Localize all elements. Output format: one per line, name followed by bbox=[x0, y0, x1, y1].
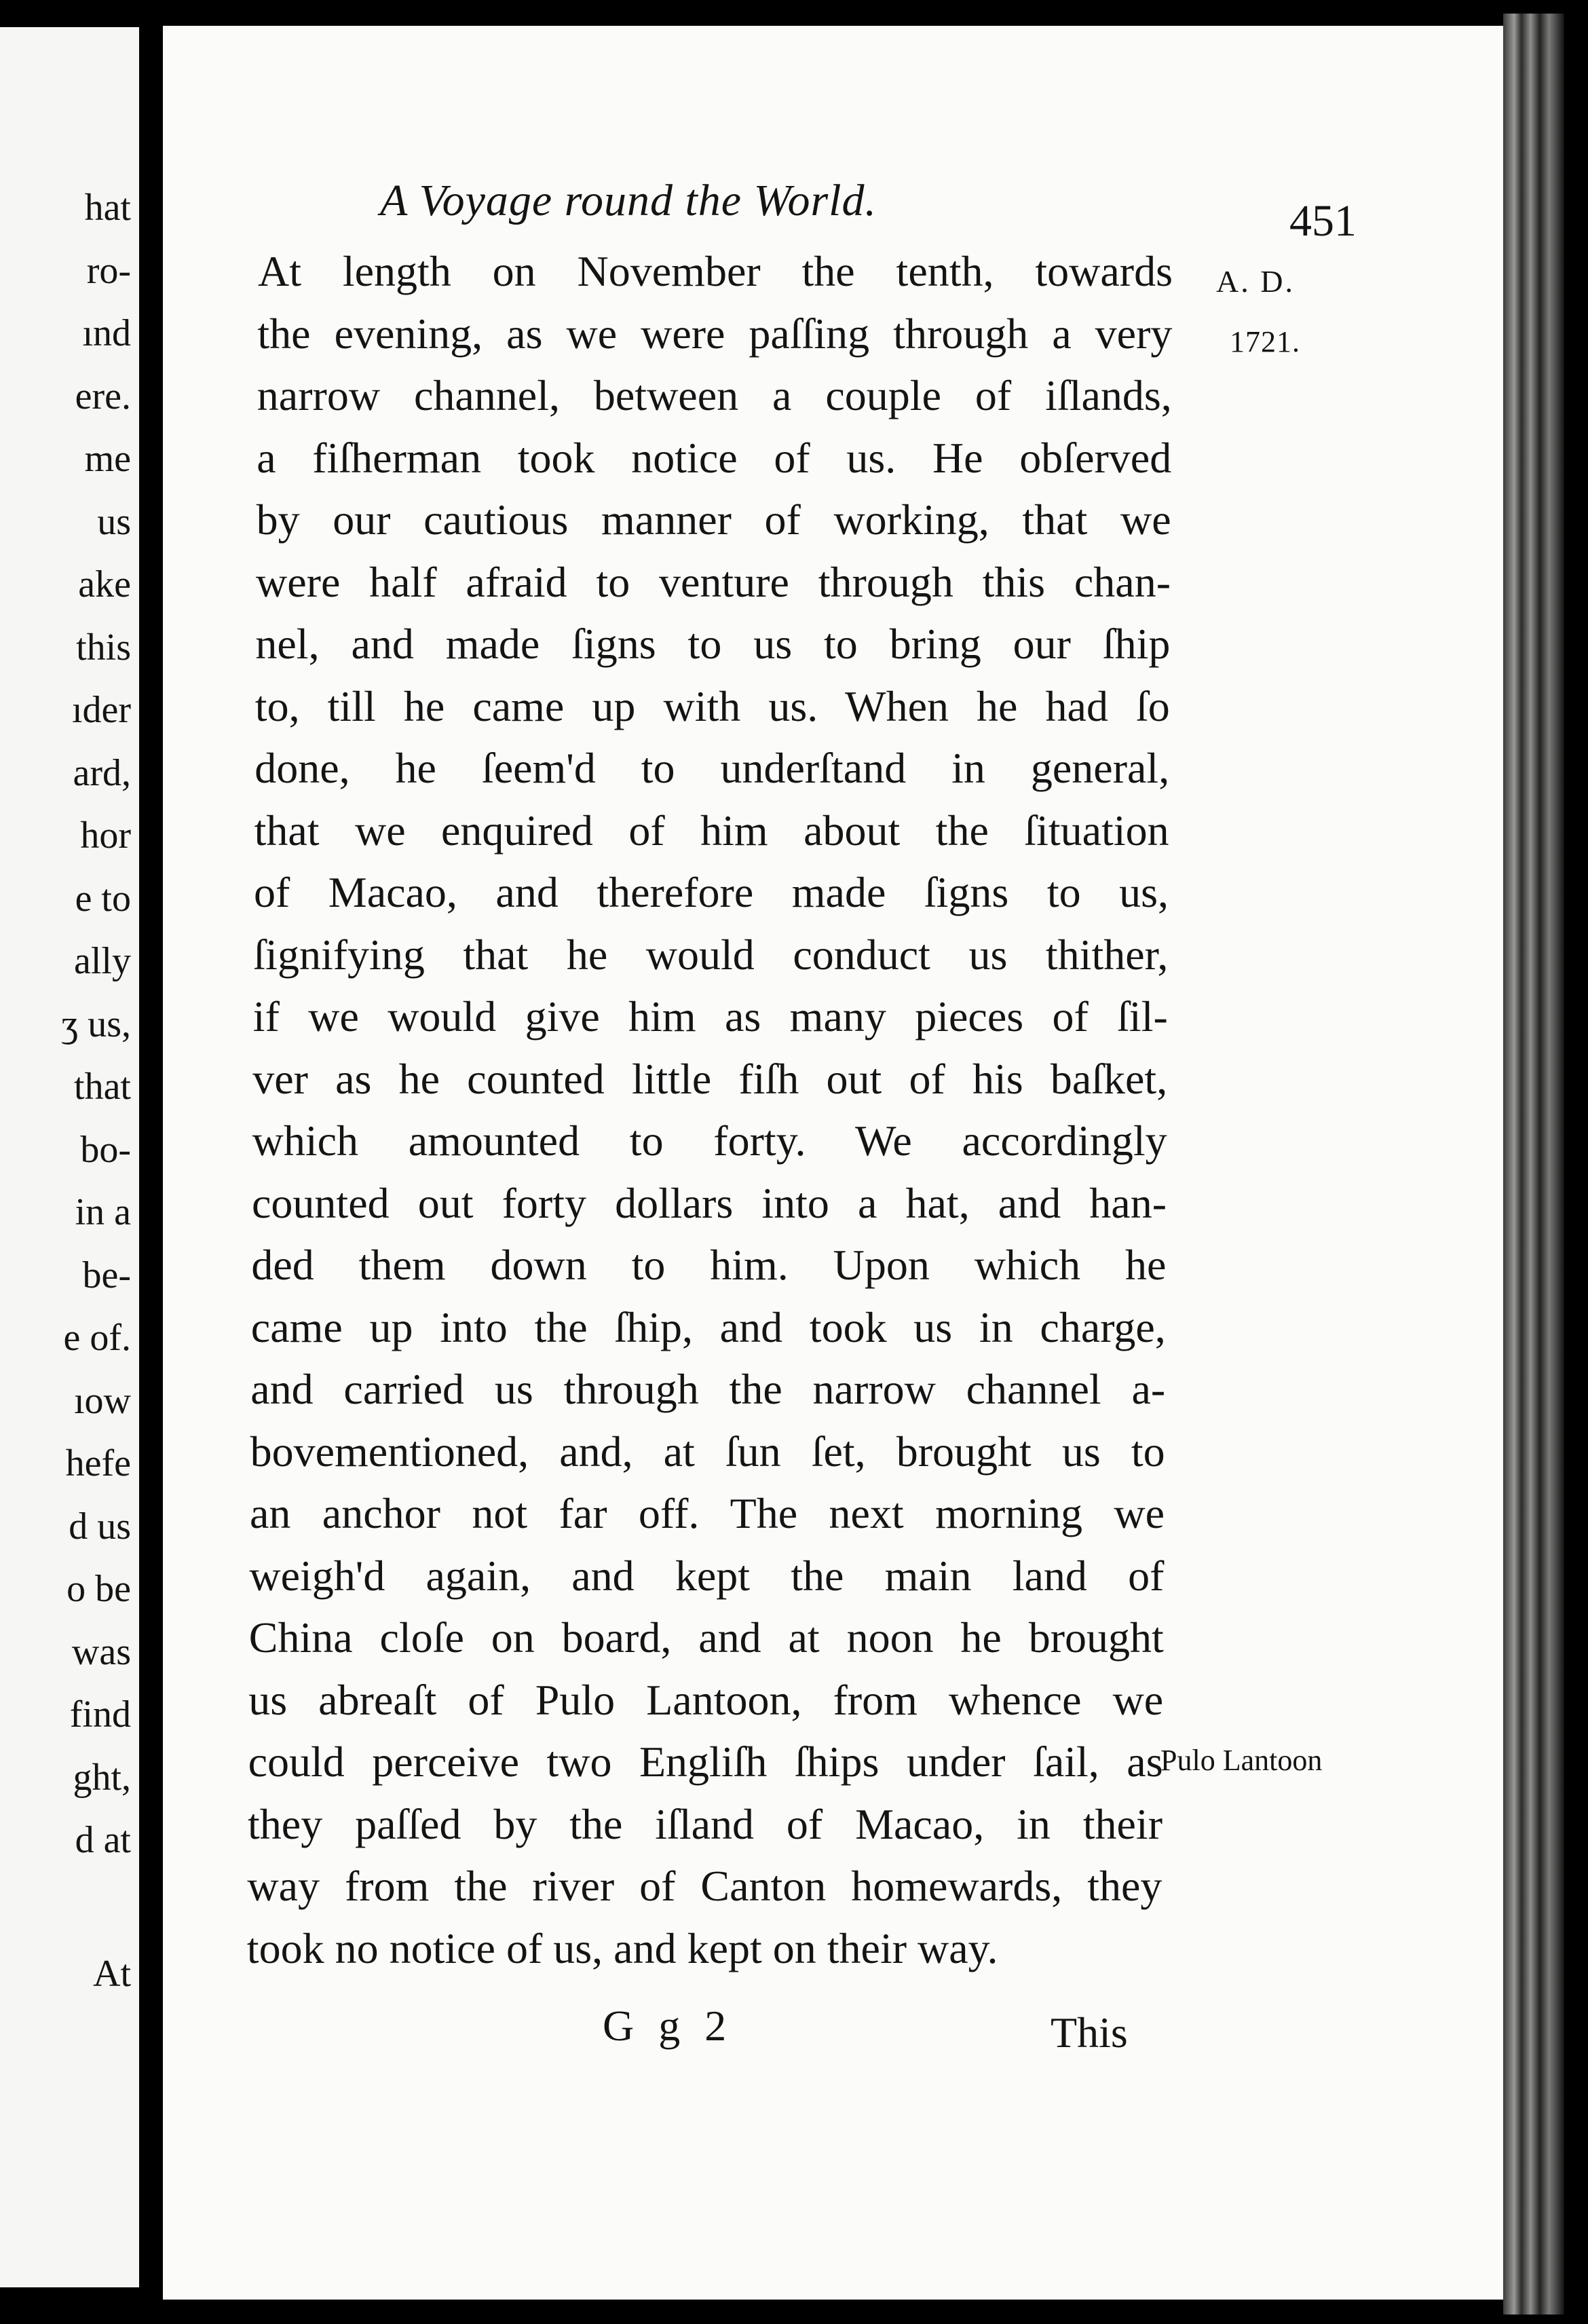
previous-page-fragment: bo- bbox=[80, 1128, 131, 1171]
previous-page-fragment: e to bbox=[75, 877, 131, 920]
previous-page-fragment: was bbox=[71, 1630, 131, 1673]
margin-year-label: A. D. bbox=[1216, 264, 1295, 299]
previous-page-fragment: ght, bbox=[73, 1756, 131, 1799]
catchword: This bbox=[1051, 2008, 1128, 2057]
previous-page-fragment: e of. bbox=[63, 1317, 131, 1359]
body-line: done, he ſeem'd to underſtand in general, bbox=[254, 744, 1170, 792]
body-line: a fiſherman took notice of us. He obſerved bbox=[257, 433, 1172, 482]
previous-page-fragment: d at bbox=[75, 1819, 131, 1861]
body-line: if we would give him as many pieces of ſil- bbox=[252, 992, 1168, 1041]
previous-page-fragment: ro- bbox=[86, 249, 131, 292]
previous-page-fragment: hor bbox=[80, 814, 131, 857]
previous-page-fragment: ıow bbox=[74, 1379, 131, 1422]
previous-page-fragment: ere. bbox=[75, 375, 131, 417]
previous-page-fragment: ard, bbox=[73, 751, 131, 794]
previous-page-fragment: me bbox=[84, 438, 131, 480]
body-line: ſignifying that he would conduct us thither, bbox=[253, 930, 1169, 979]
body-line: took no notice of us, and kept on their way. bbox=[246, 1924, 998, 1972]
body-line: counted out forty dollars into a hat, and han- bbox=[252, 1178, 1167, 1227]
previous-page-fragment: d us bbox=[69, 1505, 131, 1548]
page-number: 451 bbox=[1289, 196, 1357, 246]
body-line: came up into the ſhip, and took us in charge, bbox=[250, 1302, 1166, 1351]
margin-note-pulo-lantoon: Pulo Lantoon bbox=[1160, 1744, 1323, 1777]
body-line: narrow channel, between a couple of iſlands, bbox=[257, 371, 1172, 419]
body-line: weigh'd again, and kept the main land of bbox=[249, 1551, 1165, 1600]
body-line: were half afraid to venture through this chan- bbox=[256, 557, 1171, 606]
previous-page-fragment: ally bbox=[74, 940, 131, 982]
body-line: that we enquired of him about the ſituation bbox=[254, 806, 1169, 855]
body-line: At length on November the tenth, towards bbox=[258, 247, 1173, 295]
previous-page-fragment: ıder bbox=[71, 689, 131, 731]
previous-page-fragment: be- bbox=[82, 1254, 131, 1296]
book-gutter bbox=[139, 0, 166, 2324]
previous-page-fragment: ake bbox=[78, 563, 131, 605]
body-line: of Macao, and therefore made ſigns to us, bbox=[254, 868, 1169, 916]
running-head: A Voyage round the World. bbox=[380, 176, 877, 225]
previous-page-fragment: find bbox=[69, 1693, 131, 1736]
previous-page-fragment: in a bbox=[75, 1191, 131, 1233]
page-edges bbox=[1503, 14, 1564, 2314]
body-line: us abreaſt of Pulo Lantoon, from whence we bbox=[248, 1675, 1164, 1724]
body-line: China cloſe on board, and at noon he brought bbox=[248, 1613, 1164, 1662]
body-line: they paſſed by the iſland of Macao, in their bbox=[248, 1799, 1162, 1848]
previous-page-fragment: At bbox=[93, 1953, 131, 1995]
body-line: ded them down to him. Upon which he bbox=[251, 1241, 1167, 1289]
previous-page-edge bbox=[0, 27, 139, 2287]
previous-page-fragment: ınd bbox=[82, 312, 131, 354]
body-line: which amounted to forty. We accordingly bbox=[252, 1117, 1167, 1165]
signature-mark: G g 2 bbox=[603, 2002, 734, 2050]
previous-page-fragment: hat bbox=[84, 187, 131, 229]
body-line: to, till he came up with us. When he had ſo bbox=[254, 681, 1170, 730]
body-line: nel, and made ſigns to us to bring our ſhip bbox=[255, 620, 1171, 668]
body-line: bovementioned, and, at ſun ſet, brought us to bbox=[250, 1427, 1165, 1476]
body-line: by our cautious manner of working, that we bbox=[256, 495, 1171, 544]
previous-page-fragment: ʒ us, bbox=[61, 1002, 131, 1045]
body-line: could perceive two Engliſh ſhips under ſail, as bbox=[248, 1738, 1163, 1786]
body-line: ver as he counted little fiſh out of his baſket, bbox=[252, 1054, 1168, 1103]
previous-page-fragment: this bbox=[76, 626, 131, 669]
previous-page-fragment: us bbox=[97, 500, 131, 543]
body-line: and carried us through the narrow channel a- bbox=[250, 1365, 1166, 1413]
previous-page-fragment: that bbox=[74, 1066, 131, 1108]
body-line: way from the river of Canton homewards, they bbox=[247, 1862, 1162, 1910]
book-page bbox=[163, 26, 1507, 2300]
previous-page-fragment: hefe bbox=[65, 1442, 131, 1484]
body-line: an anchor not far off. The next morning we bbox=[250, 1489, 1165, 1537]
previous-page-fragment: o be bbox=[67, 1568, 131, 1610]
margin-year: 1721. bbox=[1230, 325, 1300, 358]
body-line: the evening, as we were paſſing through a very bbox=[257, 309, 1173, 358]
